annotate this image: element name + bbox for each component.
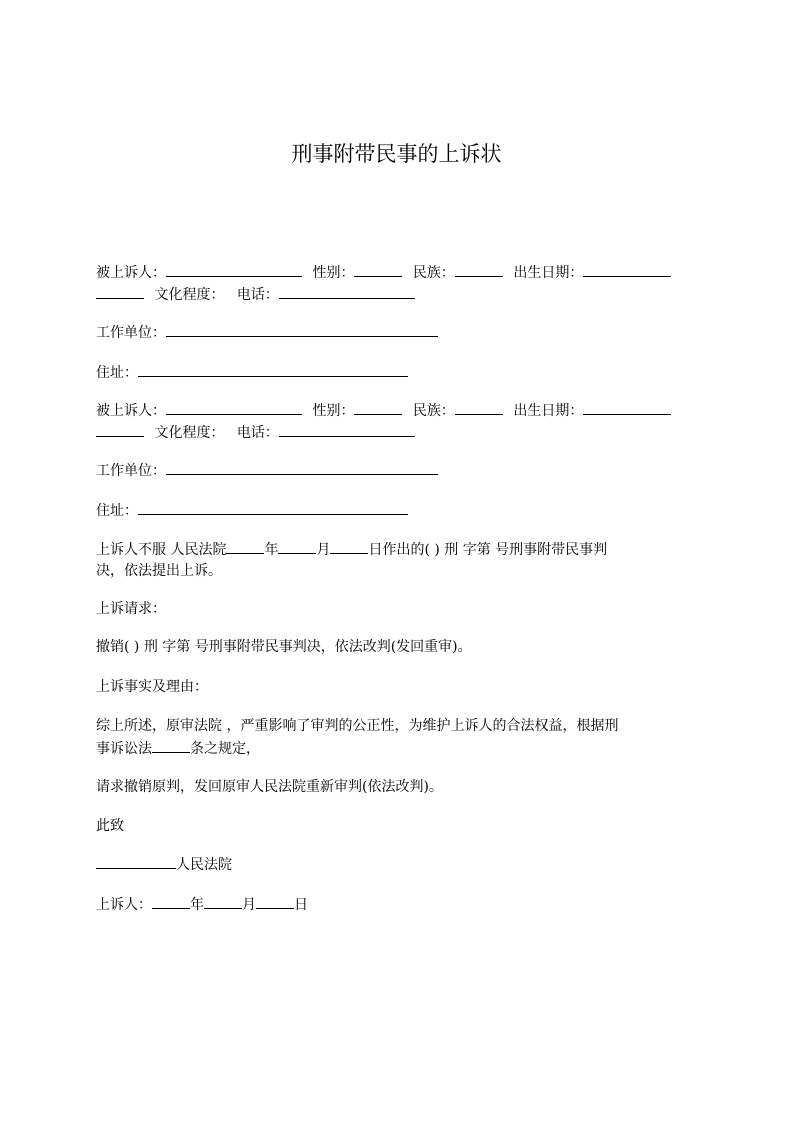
work-label: 工作单位：	[96, 325, 166, 341]
appellee-1-info-line	[96, 261, 701, 284]
education-label: 文化程度：	[154, 287, 225, 303]
petition-text: 请求撤销原判，发回原审人民法院重新审判(依法改判)。	[96, 779, 443, 795]
ethnicity-field[interactable]	[455, 399, 503, 415]
ethnicity-label: 民族：	[412, 265, 455, 281]
appellee-label: 被上诉人：	[96, 403, 166, 419]
judgment-day-field[interactable]	[330, 538, 368, 554]
facts-heading: 上诉事实及理由：	[96, 679, 208, 695]
law-text-cont: 条之规定，	[190, 741, 260, 757]
work-field[interactable]	[166, 459, 438, 475]
court-line	[96, 853, 701, 876]
sign-year-field[interactable]	[152, 893, 190, 909]
phone-field[interactable]	[279, 283, 415, 299]
address-label: 住址：	[96, 503, 138, 519]
appellee-2-info-line	[96, 399, 701, 422]
conclusion-line-1: 综上所述，原审法院 ，严重影响了审判的公正性，为维护上诉人的合法权益，根据刑	[96, 718, 619, 734]
work-label: 工作单位：	[96, 463, 166, 479]
day-label: 日	[294, 897, 308, 913]
gender-field[interactable]	[354, 399, 402, 415]
sign-month-field[interactable]	[204, 893, 242, 909]
education-label: 文化程度：	[154, 425, 225, 441]
gender-field[interactable]	[354, 261, 402, 277]
year-label: 年	[264, 542, 279, 558]
request-text: 撤销( ) 刑 字第 号刑事附带民事判决，依法改判(发回重审)。	[96, 639, 472, 655]
appellee-label: 被上诉人：	[96, 265, 166, 281]
appellant-label: 上诉人：	[96, 897, 152, 913]
phone-field[interactable]	[279, 421, 415, 437]
month-label: 月	[316, 542, 331, 558]
year-label: 年	[190, 897, 204, 913]
law-text: 事诉讼法	[96, 741, 152, 757]
appellee-1-work-line	[96, 321, 701, 344]
gender-label: 性别：	[312, 265, 355, 281]
gender-label: 性别：	[312, 403, 355, 419]
address-field[interactable]	[138, 499, 408, 515]
appeal-paragraph-line-2: 决，依法提出上诉。	[96, 563, 222, 579]
address-label: 住址：	[96, 365, 138, 381]
appellee-name-field[interactable]	[166, 399, 302, 415]
appeal-text-cont: 日作出的( ) 刑 字第 号刑事附带民事判	[368, 542, 608, 558]
appellee-1-address-line	[96, 361, 701, 384]
sign-day-field[interactable]	[256, 893, 294, 909]
birth-field-cont[interactable]	[96, 421, 144, 437]
appellee-name-field[interactable]	[166, 261, 302, 277]
appellee-2-info-line-2	[96, 421, 701, 444]
judgment-year-field[interactable]	[226, 538, 264, 554]
signature-line	[96, 893, 701, 916]
closing-text: 此致	[96, 818, 124, 834]
phone-label: 电话：	[236, 287, 279, 303]
court-suffix: 人民法院	[176, 857, 232, 873]
request-heading: 上诉请求：	[96, 601, 166, 617]
birth-field-cont[interactable]	[96, 283, 144, 299]
ethnicity-label: 民族：	[412, 403, 455, 419]
birth-label: 出生日期：	[513, 403, 584, 419]
work-field[interactable]	[166, 321, 438, 337]
conclusion-line-2	[96, 737, 701, 760]
month-label: 月	[242, 897, 256, 913]
appellee-2-work-line	[96, 459, 701, 482]
court-name-field[interactable]	[96, 853, 176, 869]
address-field[interactable]	[138, 361, 408, 377]
appellee-2-address-line	[96, 499, 701, 522]
birth-field[interactable]	[583, 399, 671, 415]
appellee-1-info-line-2	[96, 283, 701, 306]
birth-field[interactable]	[583, 261, 671, 277]
phone-label: 电话：	[236, 425, 279, 441]
birth-label: 出生日期：	[513, 265, 584, 281]
ethnicity-field[interactable]	[455, 261, 503, 277]
judgment-month-field[interactable]	[278, 538, 316, 554]
appeal-paragraph-line-1	[96, 538, 701, 561]
appeal-text: 上诉人不服 人民法院	[96, 542, 227, 558]
document-title: 刑事附带民事的上诉状	[291, 142, 502, 166]
law-article-field[interactable]	[152, 737, 190, 753]
